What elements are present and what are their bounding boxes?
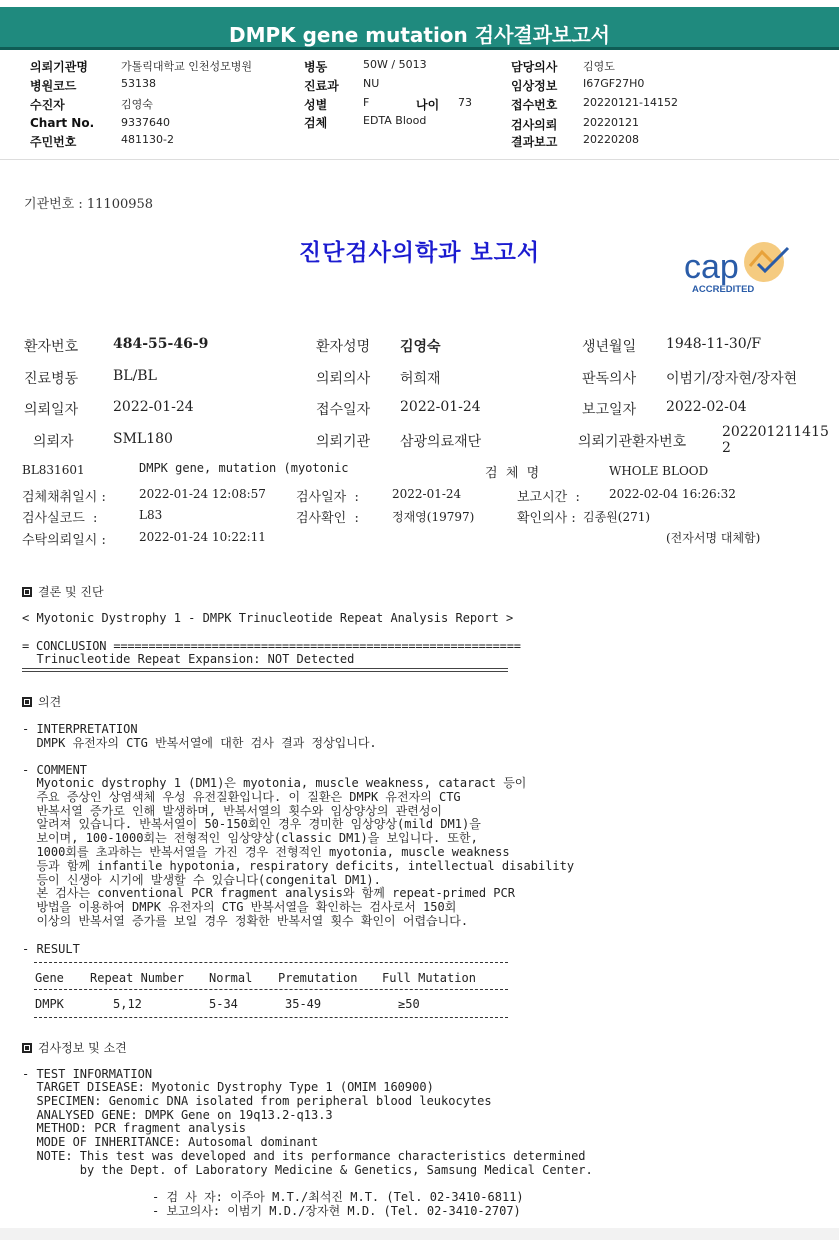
value-doctor: 김영도 [583,60,615,73]
label-requesting-institution: 의뢰기관 [316,434,371,450]
result-cell-normal: 5-34 [209,997,238,1011]
test-name: DMPK gene, mutation (myotonic [139,461,349,475]
cap-logo-subtext: ACCREDITED [692,284,755,295]
test-info-line: ANALYSED GENE: DMPK Gene on 19q13.2-q13.3 [22,1107,333,1122]
value-collection-time: 2022-01-24 12:08:57 [139,487,266,501]
label-chart-no: Chart No. [30,116,95,130]
value-test-confirm: 정재영(19797) [392,510,475,524]
result-divider-top [34,962,508,963]
value-department: NU [363,77,380,90]
label-resident-no: 주민번호 [30,135,77,149]
label-institution-patient-no: 의뢰기관환자번호 [578,434,687,450]
label-confirming-doctor: 확인의사 : [517,511,576,526]
electronic-signature-note: (전자서명 대체함) [666,531,761,545]
value-institution-patient-no-1: 202201211415 [722,424,829,440]
value-confirming-doctor: 김종원(271) [583,510,651,524]
report-title: 진단검사의학과 보고서 [298,239,541,266]
label-request-date: 검사의뢰 [511,118,558,132]
label-report-time: 보고시간 : [517,490,580,505]
test-info-line: METHOD: PCR fragment analysis [22,1121,246,1136]
test-info-line: MODE OF INHERITANCE: Autosomal dominant [22,1135,319,1150]
label-requesting-doctor: 의뢰의사 [316,371,371,387]
bottom-strip [0,1228,839,1240]
result-header-full: Full Mutation [382,971,476,985]
label-report-date: 결과보고 [511,135,558,149]
conclusion-divider [22,668,508,672]
label-lab-code: 검사실코드 : [22,511,98,526]
value-resident-no: 481130-2 [121,133,174,146]
value-age: 73 [458,96,472,109]
result-cell-premutation: 35-49 [285,997,322,1011]
result-label: - RESULT [22,942,80,956]
label-age: 나이 [416,98,440,112]
result-cell-full: ≥50 [398,997,420,1011]
signer-reporting-doctor: - 보고의사: 이범기 M.D./장자현 M.D. (Tel. 02-3410-2707) [152,1204,521,1218]
section-heading-test-info [22,1039,127,1056]
comment-line: 1000회를 초과하는 반복서열을 가진 경우 전형적인 myotonia, muscle weakness [22,845,510,859]
section-title-opinion: 의견 [38,695,62,709]
label-clinical-info: 임상정보 [511,79,558,93]
result-header-repeat: Repeat Number [90,971,184,985]
value-test-date: 2022-01-24 [392,487,462,501]
label-specimen-name: 검 체 명 [485,466,540,481]
value-chart-no: 9337640 [121,116,170,129]
label-doctor: 담당의사 [511,60,558,74]
value-consignment-time: 2022-01-24 10:22:11 [139,530,266,544]
value-ward: 50W / 5013 [363,58,427,71]
value-receipt-date: 2022-01-24 [400,399,481,415]
cap-accredited-logo [678,240,806,302]
comment-line: 보이며, 100-1000회는 전형적인 임상양상(classic DM1)을 보입니다. 또한, [22,831,478,846]
result-header-normal: Normal [209,971,253,985]
label-request-date-2: 의뢰일자 [24,402,79,418]
label-institution: 의뢰기관명 [30,60,88,74]
comment-label: - COMMENT [22,763,88,777]
comment-line: 알려져 있습니다. 반복서열이 50-150회인 경우 경미한 임상양상(mild DM1)을 [22,817,481,832]
comment-line: 등이 신생아 시기에 발생할 수 있습니다(congenital DM1). [22,872,381,887]
value-clinical-info: I67GF27H0 [583,77,645,90]
value-examinee: 김영숙 [121,98,153,111]
test-info-label: - TEST INFORMATION [22,1067,153,1081]
institution-number: 기관번호 : 11100958 [24,197,154,212]
label-sex: 성별 [304,98,328,112]
value-patient-name: 김영숙 [400,339,441,355]
result-cell-repeat: 5,12 [113,997,142,1011]
interpretation-label: - INTERPRETATION [22,722,138,736]
section-title-conclusion: 결론 및 진단 [38,585,104,599]
label-patient-no: 환자번호 [24,339,79,355]
comment-line: 방법을 이용하여 DMPK 유전자의 CTG 반복서열을 확인하는 검사로서 150회 [22,900,457,915]
test-info-line: SPECIMEN: Genomic DNA isolated from peripheral blood leukocytes [22,1093,492,1108]
section-box-icon [22,1043,32,1053]
value-requester: SML180 [113,431,173,447]
label-ward: 병동 [304,60,328,74]
result-cell-gene: DMPK [35,997,64,1011]
result-divider-bottom [34,1017,508,1018]
value-report-time: 2022-02-04 16:26:32 [609,487,736,501]
value-report-date-2: 2022-02-04 [666,399,747,415]
section-box-icon [22,697,32,707]
comment-line: Myotonic dystrophy 1 (DM1)은 myotonia, muscle weakness, cataract 등이 [22,776,527,790]
value-sex: F [363,96,370,109]
value-ward-2: BL/BL [113,368,157,384]
value-lab-code: L83 [139,508,163,522]
page-title: DMPK gene mutation 검사결과보고서 [228,23,610,47]
value-birthdate: 1948-11-30/F [666,336,762,352]
value-reading-doctor: 이범기/장자현/장자현 [666,371,798,387]
label-receipt-date: 접수일자 [316,402,371,418]
value-receipt-no: 20220121-14152 [583,96,678,109]
value-patient-no: 484-55-46-9 [113,336,209,352]
test-code: BL831601 [22,463,85,477]
section-title-test-info: 검사정보 및 소견 [38,1041,127,1055]
section-box-icon [22,587,32,597]
comment-line: 등과 함께 infantile hypotonia, respiratory deficits, intellectual disability [22,858,575,873]
label-consignment-time: 수탁의뢰일시 : [22,533,106,548]
label-reading-doctor: 판독의사 [582,371,637,387]
label-requester: 의뢰자 [33,434,74,450]
comment-line: 반복서열 증가로 인해 발생하며, 반복서열의 횟수와 임상양상의 관련성이 [22,803,443,818]
label-specimen: 검체 [304,116,328,130]
comment-line: 본 검사는 conventional PCR fragment analysis와 함께 repeat-primed PCR [22,886,515,901]
label-receipt-no: 접수번호 [511,98,558,112]
conclusion-label: = CONCLUSION ========================================================== [22,639,521,653]
label-patient-name: 환자성명 [316,339,371,355]
value-specimen: EDTA Blood [363,114,427,127]
comment-line: 이상의 반복서열 증가를 보일 경우 정확한 반복서열 횟수 확인이 어렵습니다. [22,914,469,928]
comment-line: 주요 증상인 상염색체 우성 유전질환입니다. 이 질환은 DMPK 유전자의 CTG [22,789,461,804]
section-heading-conclusion [22,583,104,600]
label-report-date-2: 보고일자 [582,402,637,418]
value-specimen-name: WHOLE BLOOD [609,464,709,478]
title-bar [0,0,839,47]
section-heading-opinion [22,693,61,710]
cap-logo-graphic [678,240,806,302]
conclusion-text: Trinucleotide Repeat Expansion: NOT Detected [22,652,355,666]
label-test-confirm: 검사확인 : [296,511,359,526]
value-hospital-code: 53138 [121,77,156,90]
interpretation-text: DMPK 유전자의 CTG 반복서열에 대한 검사 결과 정상입니다. [22,736,377,750]
value-request-date: 20220121 [583,116,639,129]
result-header-gene: Gene [35,971,64,985]
result-divider-mid [34,989,508,990]
report-heading: < Myotonic Dystrophy 1 - DMPK Trinucleotide Repeat Analysis Report > [22,611,514,625]
label-test-date: 검사일자 : [296,490,359,505]
label-hospital-code: 병원코드 [30,79,77,93]
cap-logo-text: cap [684,248,739,286]
value-institution-patient-no-2: 2 [722,440,731,456]
label-ward-2: 진료병동 [24,371,79,387]
value-requesting-institution: 삼광의료재단 [400,434,482,450]
result-header-premutation: Premutation [278,971,358,985]
label-examinee: 수진자 [30,98,65,112]
test-info-line: TARGET DISEASE: Myotonic Dystrophy Type 1 (OMIM 160900) [22,1080,434,1094]
signer-tester: - 검 사 자: 이주아 M.T./최석진 M.T. (Tel. 02-3410-6811) [152,1190,524,1204]
label-birthdate: 생년월일 [582,339,637,355]
request-header [0,50,839,160]
label-department: 진료과 [304,79,339,93]
value-institution: 가톨릭대학교 인천성모병원 [121,60,253,73]
value-requesting-doctor: 허희재 [400,371,441,387]
test-info-line: NOTE: This test was developed and its performance characteristics determined [22,1149,586,1163]
value-request-date-2: 2022-01-24 [113,399,194,415]
test-info-line: by the Dept. of Laboratory Medicine & Genetics, Samsung Medical Center. [22,1162,593,1177]
label-collection-time: 검체채취일시 : [22,490,106,505]
value-report-date: 20220208 [583,133,639,146]
